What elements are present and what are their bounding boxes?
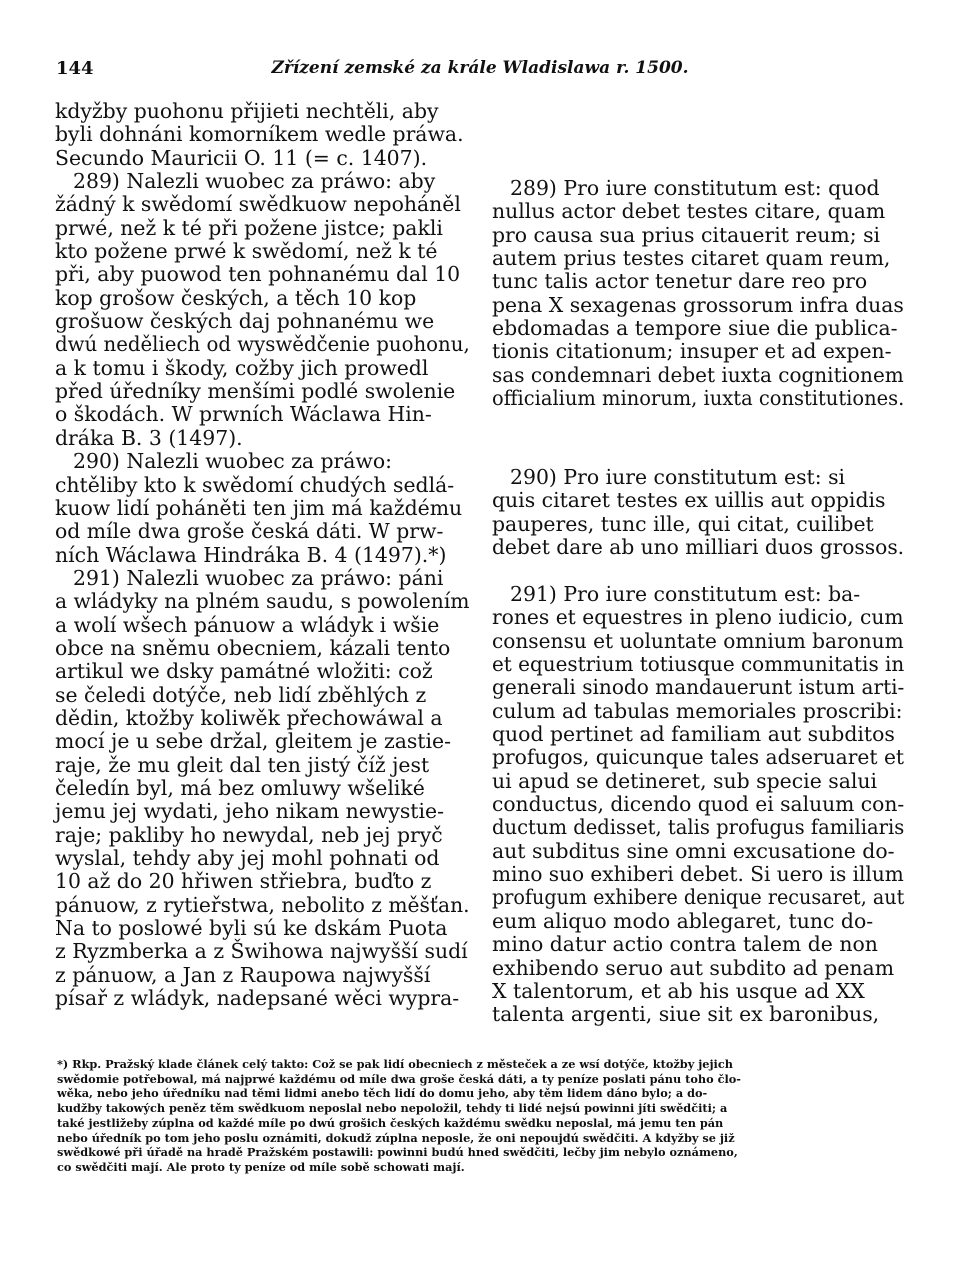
footnote — [57, 1057, 904, 1175]
text-line: a wládyky na plném saudu, s powolením — [55, 589, 470, 614]
footnote-line: swědkowé při úřadě na hradě Pražském postawili: powinni budú hned swědčiti, lečby jim nebylo oznámeno, — [57, 1145, 738, 1160]
text-line: z Ryzmberka a z Šwihowa najwyšší sudí — [55, 939, 468, 964]
text-line: Secundo Mauricii O. 11 (= c. 1407). — [55, 145, 428, 170]
text-line: nullus actor debet testes citare, quam — [492, 199, 886, 224]
footnote-line: co swědčiti mají. Ale proto ty peníze od míle sobě schowati mají. — [57, 1159, 465, 1174]
text-line: 289) Nalezli wuobec za práwo: aby — [73, 169, 436, 194]
text-line: mino datur actio contra talem de non — [492, 932, 878, 957]
text-line: aut subditus sine omni excusatione do- — [492, 838, 895, 863]
text-line: a wolí wšech pánuow a wládyk i wšie — [55, 612, 440, 637]
paragraph-289 — [492, 177, 904, 410]
czech-column — [55, 100, 470, 1010]
text-line: 290) Pro iure constitutum est: si — [510, 465, 846, 489]
paragraph-291 — [492, 583, 904, 1027]
text-line: conductus, dicendo quod ei saluum con- — [492, 792, 905, 817]
text-line: a k tomu i škody, cožby jich prowedl — [55, 355, 429, 380]
text-line: jemu jej wydati, jeho nikam newystie- — [55, 799, 444, 824]
text-line: autem prius testes citaret quam reum, — [492, 246, 891, 271]
text-line: pro causa sua prius citauerit reum; si — [492, 222, 881, 247]
text-line: dráka B. 3 (1497). — [55, 425, 243, 450]
text-line: kop grošow českých, a těch 10 kop — [55, 285, 417, 310]
footnote-line: *) Rkp. Pražský klade článek celý takto: Což se pak lidí obecniech z městeček a ze wsí dotýče, ktožby jejich — [57, 1057, 733, 1071]
text-line: kdyžby puohonu přijieti nechtěli, aby — [55, 99, 439, 123]
footnote-line: swědomie potřebowal, má najprwé každému od míle dwa groše česká dáti, a ty peníze poslati pánu toho člo- — [57, 1071, 741, 1086]
text-line: exhibendo seruo aut subdito ad penam — [492, 955, 895, 980]
text-line: sas condemnari debet iuxta cognitionem — [492, 362, 904, 387]
text-line: 291) Nalezli wuobec za práwo: páni — [73, 565, 444, 590]
text-line: raje, že mu gleit dal ten jistý číž jest — [55, 752, 430, 777]
text-line: officialium minorum, iuxta constitutiones. — [492, 386, 905, 411]
text-line: dwú neděliech od wyswědčenie puohonu, — [55, 332, 470, 357]
text-line: tunc talis actor tenetur dare reo pro — [492, 269, 868, 294]
text-line: žádný k swědomí swědkuow nepoháněl — [55, 192, 461, 217]
text-line: artikul we dsky památné wložiti: což — [55, 659, 433, 684]
text-line: pánuow, z rytieřstwa, nebolito z měšťan. — [55, 892, 470, 917]
text-line: rones et equestres in pleno iudicio, cum — [492, 605, 904, 630]
text-line: chtěliby kto k swědomí chudých sedlá- — [55, 472, 455, 497]
footnote-line: wěka, nebo jeho úředníku nad těmi lidmi anebo těch lidí do domu jeho, aby těm lidem dáno bylo; a do- — [57, 1086, 708, 1101]
text-line: čeledín byl, má bez omluwy wšeliké — [55, 775, 425, 800]
footnote-line: kudžby takowých peněz těm swědkuom neposlal nebo nepoložil, tehdy ti lidé nejsú powinni jíti swědčiti; a — [57, 1101, 728, 1116]
text-line: profugos, quicunque tales adseruaret et — [492, 745, 905, 770]
text-line: Na to poslowé byli sú ke dskám Puota — [55, 916, 448, 941]
text-line: talenta argenti, siue sit ex baronibus, — [492, 1002, 880, 1027]
text-line: z pánuow, a Jan z Raupowa najwyšší — [55, 962, 431, 987]
text-line: mino suo exhiberi debet. Si uero is illum — [492, 862, 904, 887]
text-line: pena X sexagenas grossorum infra duas — [492, 292, 904, 317]
text-line: kto požene prwé k swědomí, než k té — [55, 239, 438, 264]
text-line: grošuow českých daj pohnanému we — [55, 309, 435, 334]
text-line: 290) Nalezli wuobec za práwo: — [73, 449, 393, 474]
text-line: tionis citationum; insuper et ad expen- — [492, 339, 892, 364]
text-line: dědin, ktožby koliwěk přechowáwal a — [55, 705, 443, 730]
text-line: ui apud se detineret, sub specie salui — [492, 768, 878, 793]
text-line: raje; pakliby ho newydal, neb jej pryč — [55, 822, 443, 847]
text-line: od míle dwa groše česká dáti. W prw- — [55, 519, 444, 544]
footnote-line: také jestližeby zúplna od každé míle po dwú grošich českých každému swědku neposlal, má jemu ten pán — [57, 1115, 724, 1130]
text-line: 10 až do 20 hřiwen střiebra, buďto z — [55, 869, 432, 894]
text-line: obce na sněmu obecniem, kázali tento — [55, 635, 451, 660]
text-line: písař z wládyk, nadepsané wěci wypra- — [55, 986, 460, 1011]
page-number: 144 — [56, 58, 94, 79]
footnote-line: nebo úředník po tom jeho poslu oznámiti, dokudž zúplna neposle, že oni nepoujdú swědčiti. A kdyžby se již — [57, 1130, 735, 1145]
text-line: culum ad tabulas memoriales proscribi: — [492, 698, 903, 723]
text-line: byli dohnáni komorníkem wedle práwa. — [55, 122, 464, 147]
text-line: kuow lidí poháněti ten jim má každému — [55, 495, 463, 520]
text-line: X talentorum, et ab his usque ad XX — [492, 978, 865, 1003]
text-line: quod pertinet ad familiam aut subditos — [492, 722, 895, 747]
text-line: mocí je u sebe držal, gleitem je zastie- — [55, 729, 451, 754]
text-line: pauperes, tunc ille, qui citat, cuilibet — [492, 511, 874, 536]
text-line: eum aliquo modo ablegaret, tunc do- — [492, 908, 874, 933]
running-title: Zřízení zemské za krále Wladislawa r. 1500. — [271, 58, 689, 78]
paragraph-290 — [492, 466, 904, 559]
text-line: debet dare ab uno milliari duos grossos. — [492, 535, 905, 560]
text-line: se čeledi dotýče, neb lidí zběhlých z — [55, 682, 427, 707]
text-line: ebdomadas a tempore siue die publica- — [492, 316, 898, 341]
text-line: o škodách. W prwních Wáclawa Hin- — [55, 402, 432, 427]
text-line: ních Wáclawa Hindráka B. 4 (1497).*) — [55, 542, 447, 567]
text-line: 289) Pro iure constitutum est: quod — [510, 176, 880, 200]
text-line: wyslal, tehdy aby jej mohl pohnati od — [55, 846, 440, 870]
text-line: consensu et uoluntate omnium baronum — [492, 628, 904, 653]
text-line: generali sinodo mandauerunt istum arti- — [492, 675, 905, 700]
text-line: 291) Pro iure constitutum est: ba- — [510, 582, 861, 606]
text-line: při, aby puowod ten pohnanému dal 10 — [55, 262, 461, 287]
text-line: quis citaret testes ex uillis aut oppidis — [492, 488, 886, 513]
text-line: et equestrium totiusque communitatis in — [492, 652, 905, 677]
text-line: prwé, než k té při požene jistce; pakli — [55, 215, 443, 240]
text-line: před úředníky menšími podlé swolenie — [55, 379, 456, 404]
text-line: ductum dedisset, talis profugus familiaris — [492, 815, 905, 840]
text-line: profugum exhibere denique recusaret, aut — [492, 885, 905, 910]
